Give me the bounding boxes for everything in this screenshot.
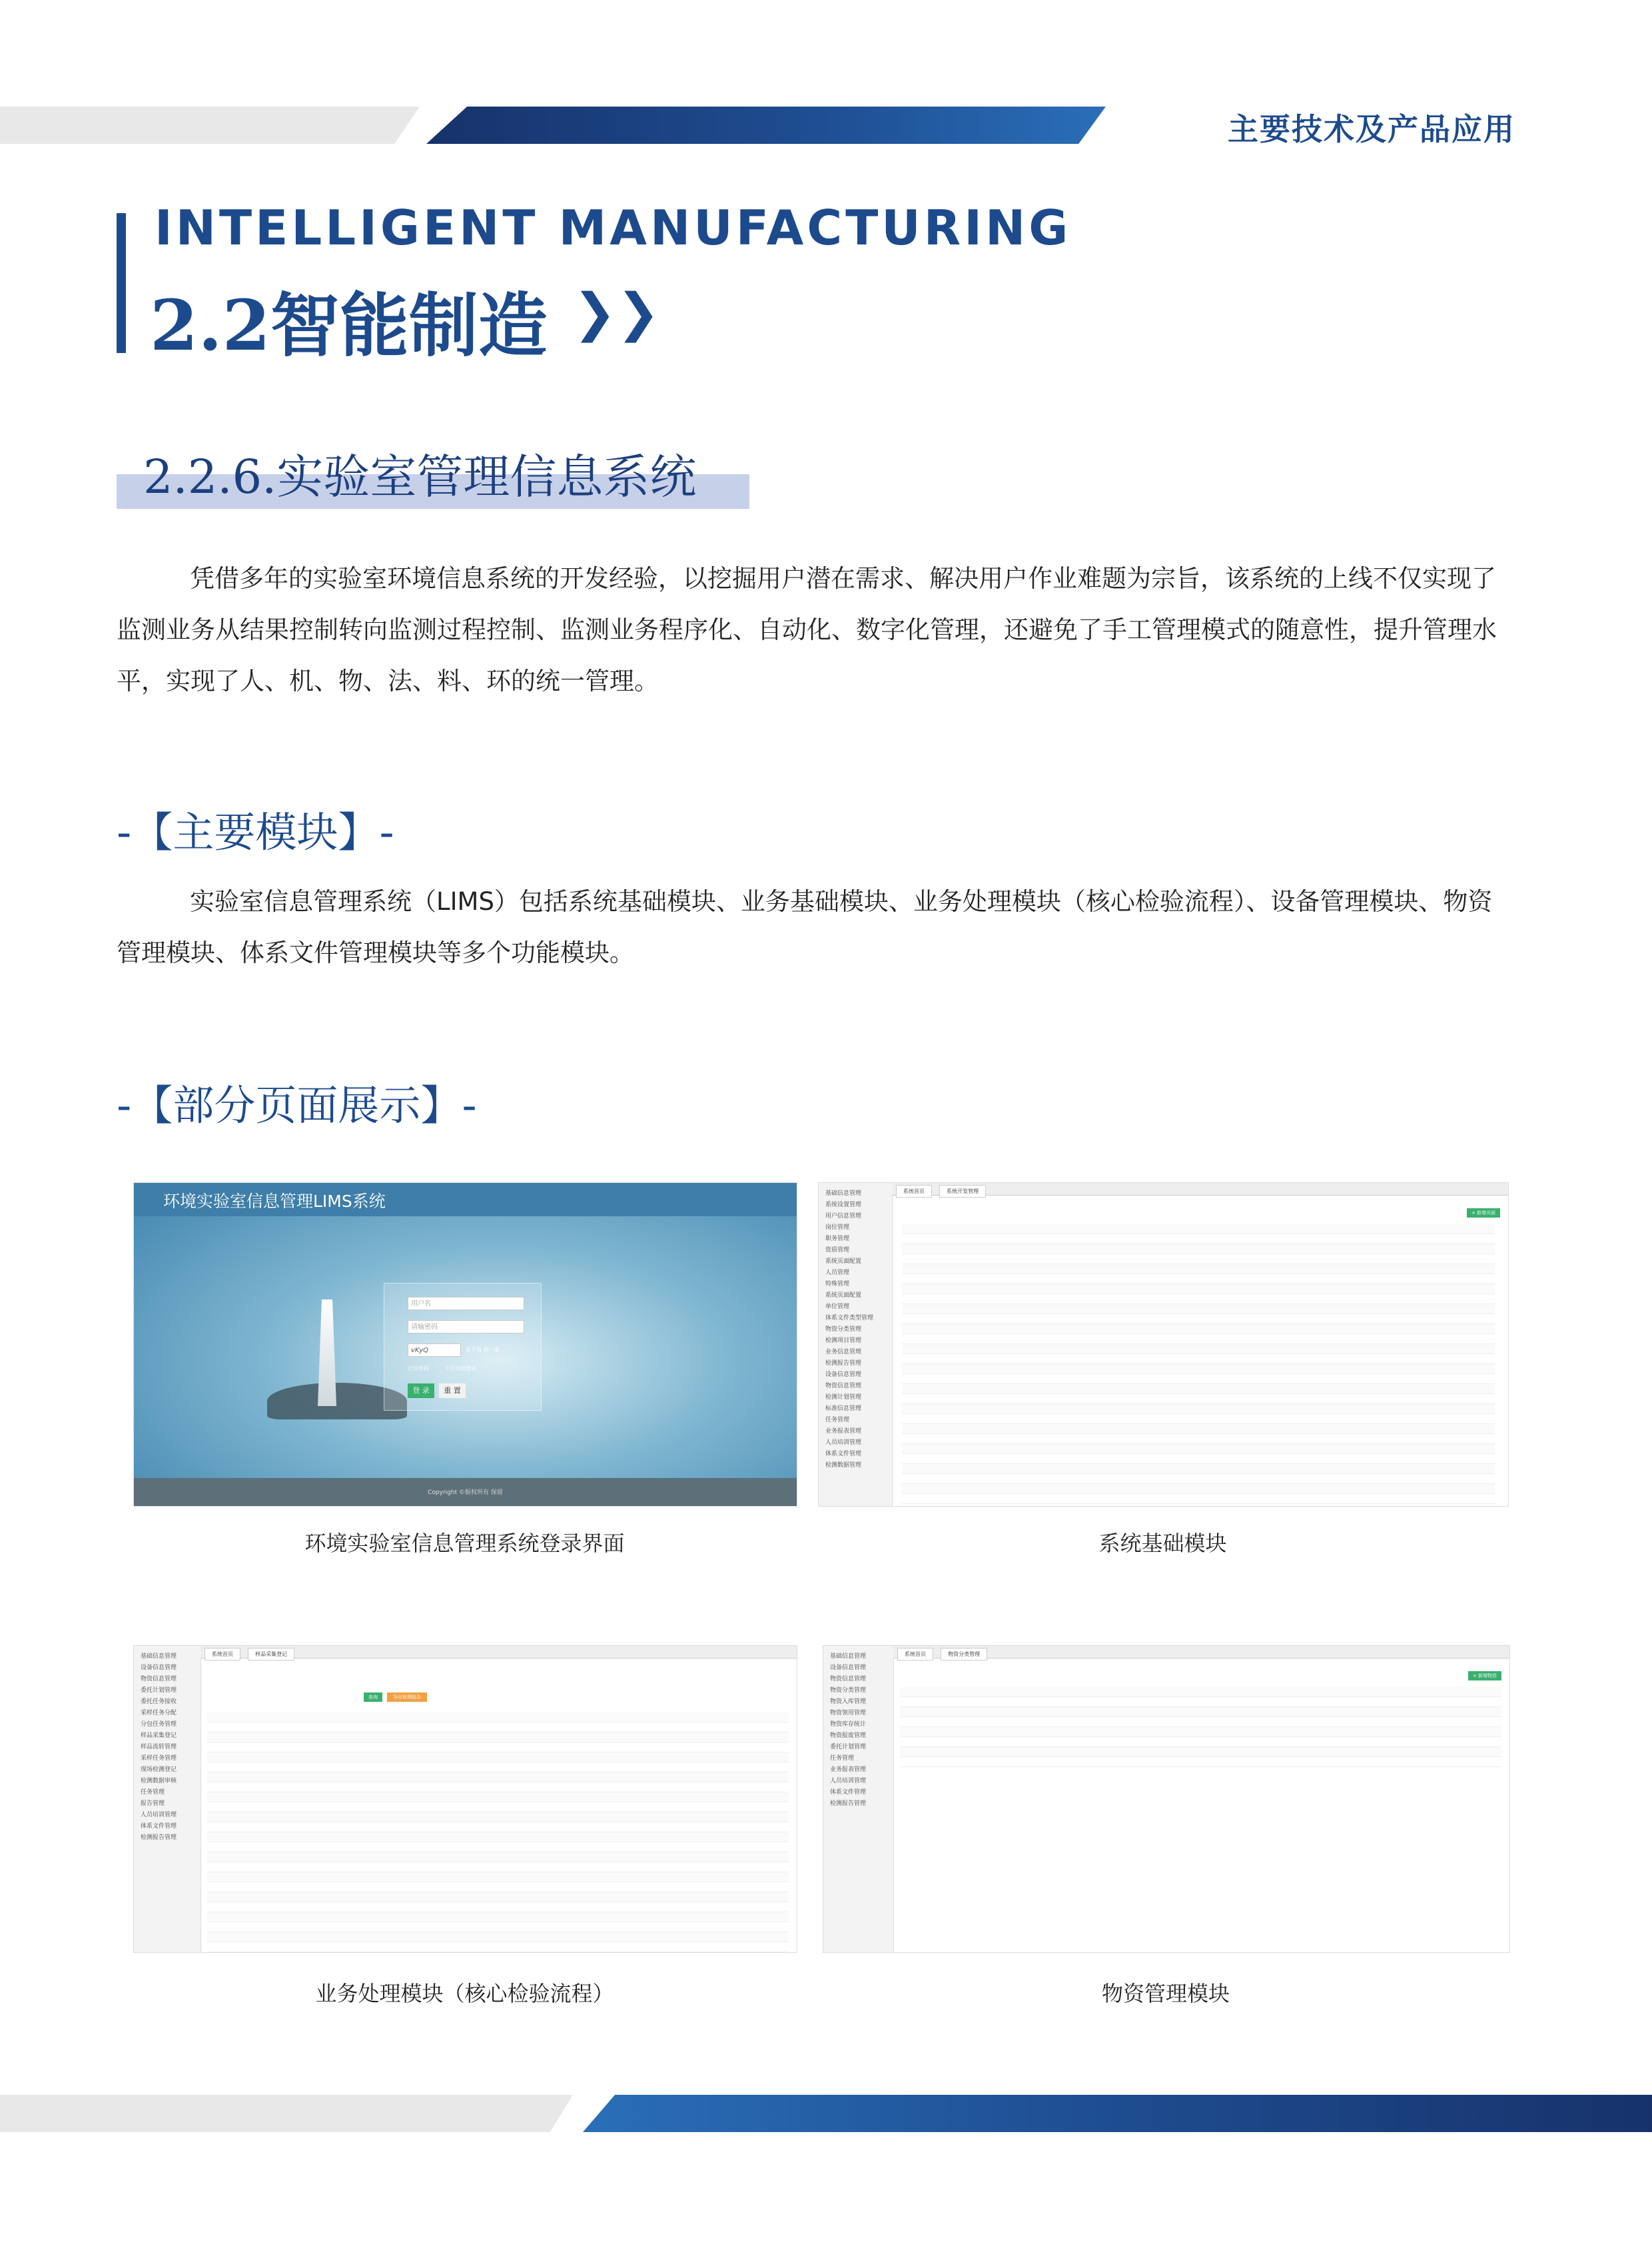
table-row[interactable] xyxy=(902,1474,1495,1484)
sidebar-item[interactable]: 物资信息管理 xyxy=(825,1383,862,1389)
table-row[interactable] xyxy=(902,1384,1495,1394)
sidebar-item[interactable]: 人员培训管理 xyxy=(825,1439,862,1446)
table-row[interactable] xyxy=(902,1424,1495,1434)
sidebar-item[interactable]: 报告管理 xyxy=(141,1800,165,1807)
sidebar-item[interactable]: 基础信息管理 xyxy=(830,1653,867,1660)
table-row[interactable] xyxy=(902,1494,1495,1504)
business-sidebar xyxy=(134,1646,201,1952)
table-row[interactable] xyxy=(902,1354,1495,1364)
table-row[interactable] xyxy=(207,1762,789,1772)
sidebar-item[interactable]: 任务管理 xyxy=(825,1417,850,1423)
sidebar-item[interactable]: 人员管理 xyxy=(825,1270,850,1276)
login-footer xyxy=(134,1478,797,1506)
sidebar-item[interactable]: 业务报表管理 xyxy=(830,1766,867,1773)
table-row[interactable] xyxy=(207,1912,789,1922)
sidebar-item[interactable]: 物资库存统计 xyxy=(830,1721,867,1728)
sidebar-item[interactable]: 基础信息管理 xyxy=(141,1653,177,1660)
system-base-sidebar xyxy=(819,1183,893,1506)
sidebar-item[interactable]: 系统页面配置 xyxy=(825,1258,862,1265)
table-row[interactable] xyxy=(900,1707,1501,1717)
login-window-title: 环境实验室信息管理LIMS系统 xyxy=(163,1192,386,1211)
table-row[interactable] xyxy=(207,1862,789,1872)
sidebar-item[interactable]: 系统设置管理 xyxy=(825,1202,862,1208)
table-row[interactable] xyxy=(900,1717,1501,1727)
sidebar-item[interactable]: 检测报告管理 xyxy=(830,1800,867,1807)
title-english: INTELLIGENT MANUFACTURING xyxy=(155,200,1072,256)
table-row[interactable] xyxy=(902,1224,1495,1234)
table-row[interactable] xyxy=(902,1234,1495,1244)
table-row[interactable] xyxy=(207,1752,789,1762)
sidebar-item[interactable]: 样品流转管理 xyxy=(141,1744,177,1750)
tab-system-dev[interactable]: 系统开发管理 xyxy=(939,1185,986,1198)
table-row[interactable] xyxy=(900,1697,1501,1707)
sidebar-item[interactable]: 物资报废管理 xyxy=(830,1732,867,1739)
table-row[interactable] xyxy=(207,1822,789,1832)
table-row[interactable] xyxy=(902,1244,1495,1254)
sidebar-item[interactable]: 体系文件管理 xyxy=(825,1451,862,1457)
sidebar-item[interactable]: 检测数据审核 xyxy=(141,1778,177,1784)
materials-table xyxy=(900,1687,1501,1767)
copyright-text: Copyright ©版权所有 保留 xyxy=(428,1489,503,1496)
sidebar-item[interactable]: 设备信息管理 xyxy=(825,1371,862,1378)
sidebar-item[interactable]: 分包任务管理 xyxy=(141,1721,177,1728)
table-row[interactable] xyxy=(902,1444,1495,1454)
sidebar-item[interactable]: 标准信息管理 xyxy=(825,1405,862,1412)
sidebar-item[interactable]: 业务报表管理 xyxy=(825,1428,862,1435)
caption-system-base: 系统基础模块 xyxy=(1098,1531,1227,1556)
sidebar-item[interactable]: 现场检测登记 xyxy=(141,1766,177,1773)
sidebar-item[interactable]: 人员培训管理 xyxy=(141,1812,177,1818)
reset-button[interactable]: 重 置 xyxy=(439,1383,466,1398)
table-row[interactable] xyxy=(207,1742,789,1752)
table-row[interactable] xyxy=(902,1394,1495,1404)
password-input[interactable]: 请输密码 xyxy=(408,1320,524,1333)
remember-password-checkbox[interactable]: 记住密码 xyxy=(408,1365,429,1371)
section-label: 主要技术及产品应用 xyxy=(1228,111,1515,147)
chevron-right-icon: ❯❯ xyxy=(573,283,660,343)
sidebar-item[interactable]: 采样任务分配 xyxy=(141,1710,177,1716)
sidebar-item[interactable]: 检测项目管理 xyxy=(825,1337,862,1344)
header-decor-grey xyxy=(0,107,420,144)
sidebar-item[interactable]: 体系文件管理 xyxy=(830,1789,867,1796)
modules-heading: -【主要模块】- xyxy=(117,808,394,857)
table-row[interactable] xyxy=(902,1324,1495,1334)
query-button[interactable]: 查询 xyxy=(364,1692,382,1702)
tab-sample-registration[interactable]: 样品采集登记 xyxy=(248,1648,294,1661)
table-row[interactable] xyxy=(902,1254,1495,1264)
tab-home[interactable]: 系统首页 xyxy=(205,1648,240,1661)
table-row[interactable] xyxy=(902,1284,1495,1294)
login-header xyxy=(134,1183,797,1216)
tab-material-category[interactable]: 物资分类管理 xyxy=(941,1648,987,1661)
sidebar-item[interactable]: 用户信息管理 xyxy=(825,1213,862,1220)
table-row[interactable] xyxy=(902,1484,1495,1494)
sidebar-item[interactable]: 任务管理 xyxy=(141,1789,165,1796)
tab-home[interactable]: 系统首页 xyxy=(896,1185,932,1198)
table-row[interactable] xyxy=(207,1812,789,1822)
sidebar-item[interactable]: 资质管理 xyxy=(825,1247,850,1254)
business-tabs xyxy=(201,1646,797,1659)
business-screenshot xyxy=(133,1645,797,1953)
login-button[interactable]: 登 录 xyxy=(408,1383,434,1398)
table-row[interactable] xyxy=(207,1922,789,1932)
table-row[interactable] xyxy=(207,1932,789,1942)
username-input[interactable]: 用户名 xyxy=(408,1297,524,1310)
tab-home[interactable]: 系统首页 xyxy=(897,1648,933,1661)
sidebar-item[interactable]: 体系文件管理 xyxy=(141,1823,177,1830)
table-row[interactable] xyxy=(900,1687,1501,1697)
table-row[interactable] xyxy=(902,1404,1495,1414)
auto-login-checkbox[interactable]: 下次自动登录 xyxy=(444,1365,476,1371)
add-page-button[interactable]: + 新增页面 xyxy=(1467,1208,1500,1218)
sidebar-item[interactable]: 职务管理 xyxy=(825,1236,850,1242)
subsection-title: 2.2.6.实验室管理信息系统 xyxy=(143,450,697,504)
sidebar-item[interactable]: 委托任务接收 xyxy=(141,1698,177,1705)
sidebar-item[interactable]: 物资信息管理 xyxy=(141,1676,177,1682)
sidebar-item[interactable]: 单位管理 xyxy=(825,1304,850,1310)
table-row[interactable] xyxy=(902,1274,1495,1284)
table-row[interactable] xyxy=(207,1872,789,1882)
table-row[interactable] xyxy=(207,1852,789,1862)
table-row[interactable] xyxy=(902,1314,1495,1324)
sidebar-item[interactable]: 检测计划管理 xyxy=(825,1394,862,1401)
table-row[interactable] xyxy=(207,1712,789,1722)
sidebar-item[interactable]: 物资入库管理 xyxy=(830,1698,867,1705)
sidebar-item[interactable]: 系统页面配置 xyxy=(825,1292,862,1299)
modules-paragraph: 实验室信息管理系统（LIMS）包括系统基础模块、业务基础模块、业务处理模块（核心检验流程）、设备管理模块、物资管理模块、体系文件管理模块等多个功能模块。 xyxy=(117,887,1493,967)
caption-business: 业务处理模块（核心检验流程） xyxy=(315,1981,614,2006)
materials-tabs xyxy=(893,1646,1509,1659)
sidebar-item[interactable]: 设备信息管理 xyxy=(141,1665,177,1671)
table-row[interactable] xyxy=(900,1747,1501,1757)
sidebar-item[interactable]: 设备信息管理 xyxy=(830,1665,867,1671)
sidebar-item[interactable]: 任务管理 xyxy=(830,1755,855,1762)
system-base-tabs xyxy=(892,1183,1508,1196)
sidebar-item[interactable]: 业务信息管理 xyxy=(825,1349,862,1355)
sidebar-item[interactable]: 采样任务管理 xyxy=(141,1755,177,1762)
table-row[interactable] xyxy=(902,1264,1495,1274)
table-row[interactable] xyxy=(207,1792,789,1802)
table-row[interactable] xyxy=(207,1722,789,1732)
system-base-table xyxy=(902,1224,1495,1504)
login-form xyxy=(384,1283,542,1411)
sidebar-item[interactable]: 岗位管理 xyxy=(825,1224,850,1231)
table-row[interactable] xyxy=(207,1802,789,1812)
table-row[interactable] xyxy=(900,1727,1501,1737)
sidebar-item[interactable]: 物资信息管理 xyxy=(830,1676,867,1682)
sidebar-item[interactable]: 委托计划管理 xyxy=(141,1687,177,1694)
intro-paragraph: 凭借多年的实验室环境信息系统的开发经验，以挖掘用户潜在需求、解决用户作业难题为宗旨，该系统的上线不仅实现了监测业务从结果控制转向监测过程控制、监测业务程序化、自动化、数字化管理，还避免了手工管理模式的随意性，提升管理水平，实现了人、机、物、法、料、环的统一管理。 xyxy=(117,564,1497,695)
title-chinese: 2.2智能制造 xyxy=(150,284,548,366)
sidebar-item[interactable]: 体系文件类型管理 xyxy=(825,1315,874,1321)
table-row[interactable] xyxy=(900,1737,1501,1747)
sidebar-item[interactable]: 物资分类管理 xyxy=(830,1687,867,1694)
table-row[interactable] xyxy=(902,1464,1495,1474)
caption-login: 环境实验室信息管理系统登录界面 xyxy=(304,1531,625,1556)
table-row[interactable] xyxy=(900,1757,1501,1767)
header-decor-blue xyxy=(426,107,1106,144)
table-row[interactable] xyxy=(207,1882,789,1892)
sidebar-item[interactable]: 物资领用管理 xyxy=(830,1710,867,1716)
system-base-screenshot xyxy=(818,1182,1509,1507)
table-row[interactable] xyxy=(902,1334,1495,1344)
sidebar-item[interactable]: 检测报告管理 xyxy=(825,1360,862,1367)
table-row[interactable] xyxy=(902,1454,1495,1464)
title-accent-bar xyxy=(117,213,126,353)
table-row[interactable] xyxy=(902,1294,1495,1304)
sidebar-item[interactable]: 物资分类管理 xyxy=(825,1326,862,1333)
sidebar-item[interactable]: 基础信息管理 xyxy=(825,1190,862,1197)
sidebar-item[interactable]: 检测报告管理 xyxy=(141,1834,177,1841)
sidebar-item[interactable]: 样品采集登记 xyxy=(141,1732,177,1739)
table-row[interactable] xyxy=(902,1364,1495,1374)
table-row[interactable] xyxy=(207,1902,789,1912)
showcase-heading: -【部分页面展示】- xyxy=(117,1081,477,1130)
table-row[interactable] xyxy=(207,1942,789,1952)
table-row[interactable] xyxy=(207,1782,789,1792)
captcha-refresh-link[interactable]: 看不清 换一张 xyxy=(466,1347,500,1353)
caption-materials: 物资管理模块 xyxy=(1101,1981,1230,2006)
sidebar-item[interactable]: 特殊管理 xyxy=(825,1281,850,1288)
export-report-button[interactable]: 导出检测报告 xyxy=(387,1692,427,1702)
table-row[interactable] xyxy=(902,1414,1495,1424)
table-row[interactable] xyxy=(207,1772,789,1782)
table-row[interactable] xyxy=(207,1832,789,1842)
sidebar-item[interactable]: 检测数据管理 xyxy=(825,1462,862,1469)
footer-decor-blue xyxy=(583,2095,1652,2132)
materials-screenshot xyxy=(823,1645,1510,1953)
footer-decor-grey xyxy=(0,2095,573,2132)
table-row[interactable] xyxy=(207,1892,789,1902)
captcha-image[interactable]: vKyQ xyxy=(408,1343,461,1357)
table-row[interactable] xyxy=(207,1842,789,1852)
materials-sidebar xyxy=(823,1646,894,1952)
table-row[interactable] xyxy=(902,1374,1495,1384)
table-row[interactable] xyxy=(902,1434,1495,1444)
sidebar-item[interactable]: 人员培训管理 xyxy=(830,1778,867,1784)
table-row[interactable] xyxy=(902,1344,1495,1354)
login-screenshot xyxy=(133,1182,797,1507)
sidebar-item[interactable]: 委托计划管理 xyxy=(830,1744,867,1750)
business-table xyxy=(207,1712,789,1952)
add-material-button[interactable]: + 新增物资 xyxy=(1468,1671,1501,1681)
table-row[interactable] xyxy=(902,1304,1495,1314)
table-row[interactable] xyxy=(207,1732,789,1742)
